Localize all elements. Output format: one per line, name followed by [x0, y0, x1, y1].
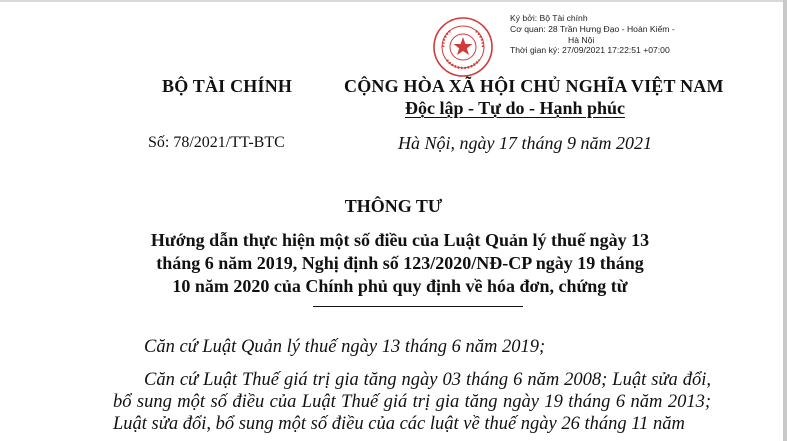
national-motto: Độc lập - Tự do - Hạnh phúc	[405, 98, 626, 118]
country-name: CỘNG HÒA XÃ HỘI CHỦ NGHĨA VIỆT NAM	[344, 76, 724, 96]
body-paragraph: Căn cứ Luật Quản lý thuế ngày 13 tháng 6 năm 2019;	[144, 337, 546, 357]
document-body	[113, 336, 711, 435]
digital-signature-info	[510, 13, 675, 56]
signature-time: Thời gian ký: 27/09/2021 17:22:51 +07:00	[510, 45, 670, 56]
issuer-name: BỘ TÀI CHÍNH	[162, 76, 293, 96]
signature-agency-cont: Hà Nội	[568, 34, 595, 45]
viewer-top-border	[0, 0, 787, 2]
place-and-date: Hà Nội, ngày 17 tháng 9 năm 2021	[398, 133, 652, 153]
ministry-seal-icon	[432, 16, 494, 78]
document-number: Số: 78/2021/TT-BTC	[148, 134, 285, 151]
viewer-scrollbar-track[interactable]	[783, 0, 787, 441]
signature-agency: Cơ quan: 28 Trần Hưng Đạo - Hoàn Kiếm -	[510, 23, 675, 34]
document-type: THÔNG TƯ	[344, 196, 443, 216]
title-divider	[313, 306, 523, 307]
body-paragraph: Căn cứ Luật Thuế giá trị gia tăng ngày 03 tháng 6 năm 2008; Luật sửa đổi, bổ sung một số điều của Luật Thuế giá trị gia tăng ngày 19 tháng 6 năm 2013; Luật sửa đổi, bổ sung một số điều của các luật về thuế ngày 26 tháng 11 năm	[113, 370, 711, 434]
signature-signer: Ký bởi: Bộ Tài chính	[510, 13, 588, 23]
document-title: Hướng dẫn thực hiện một số điều của Luật Quản lý thuế ngày 13 tháng 6 năm 2019, Nghị định số 123/2020/NĐ-CP ngày 19 tháng 10 năm 2020 của Chính phủ quy định về hóa đơn, chứng từ	[150, 230, 650, 296]
